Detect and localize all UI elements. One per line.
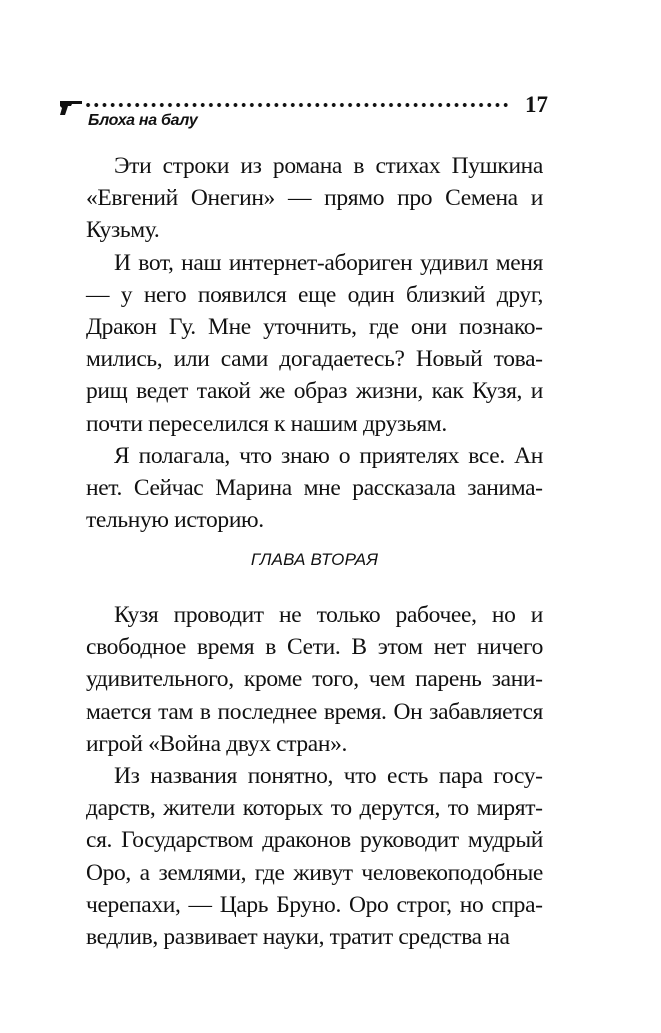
body-text-section-1: [86, 150, 543, 536]
page-number: 17: [525, 92, 548, 117]
paragraph: Я полагала, что знаю о приятелях все. Ан нет. Сейчас Марина мне рассказала занимательную историю.: [86, 442, 543, 534]
paragraph: Из названия понятно, что есть пара государств, жители которых то дерутся, то мирятся. Государством драконов руководит мудрый Оро, а землями, где живут человекоподобные черепахи, — Царь Бруно. Оро строг, но справедлив, развивает науки, тратит средства на: [86, 763, 543, 951]
paragraph: Эти строки из романа в стихах Пушкина «Евгений Онегин» — прямо про Семена и Кузьму.: [86, 153, 543, 244]
paragraph: Кузя проводит не только рабочее, но и свободное время в Сети. В этом нет ничего удивительного, кроме того, чем парень занимается там в последнее время. Он забавляется игрой «Война двух стран».: [86, 602, 543, 757]
body-text-section-2: [86, 599, 543, 953]
dotted-rule: [84, 102, 508, 108]
page-header: [58, 94, 548, 138]
paragraph: И вот, наш интернет-абориген удивил меня — у него появился еще один близкий друг, Дракон Гу. Мне уточнить, где они познакомились, или сами догадаетесь? Новый товарищ ведет такой же образ жизни, как Кузя, и почти переселился к нашим друзьям.: [86, 249, 543, 437]
chapter-title: ГЛАВА ВТОРАЯ: [250, 550, 379, 569]
running-title: Блоха на балу: [88, 112, 198, 129]
